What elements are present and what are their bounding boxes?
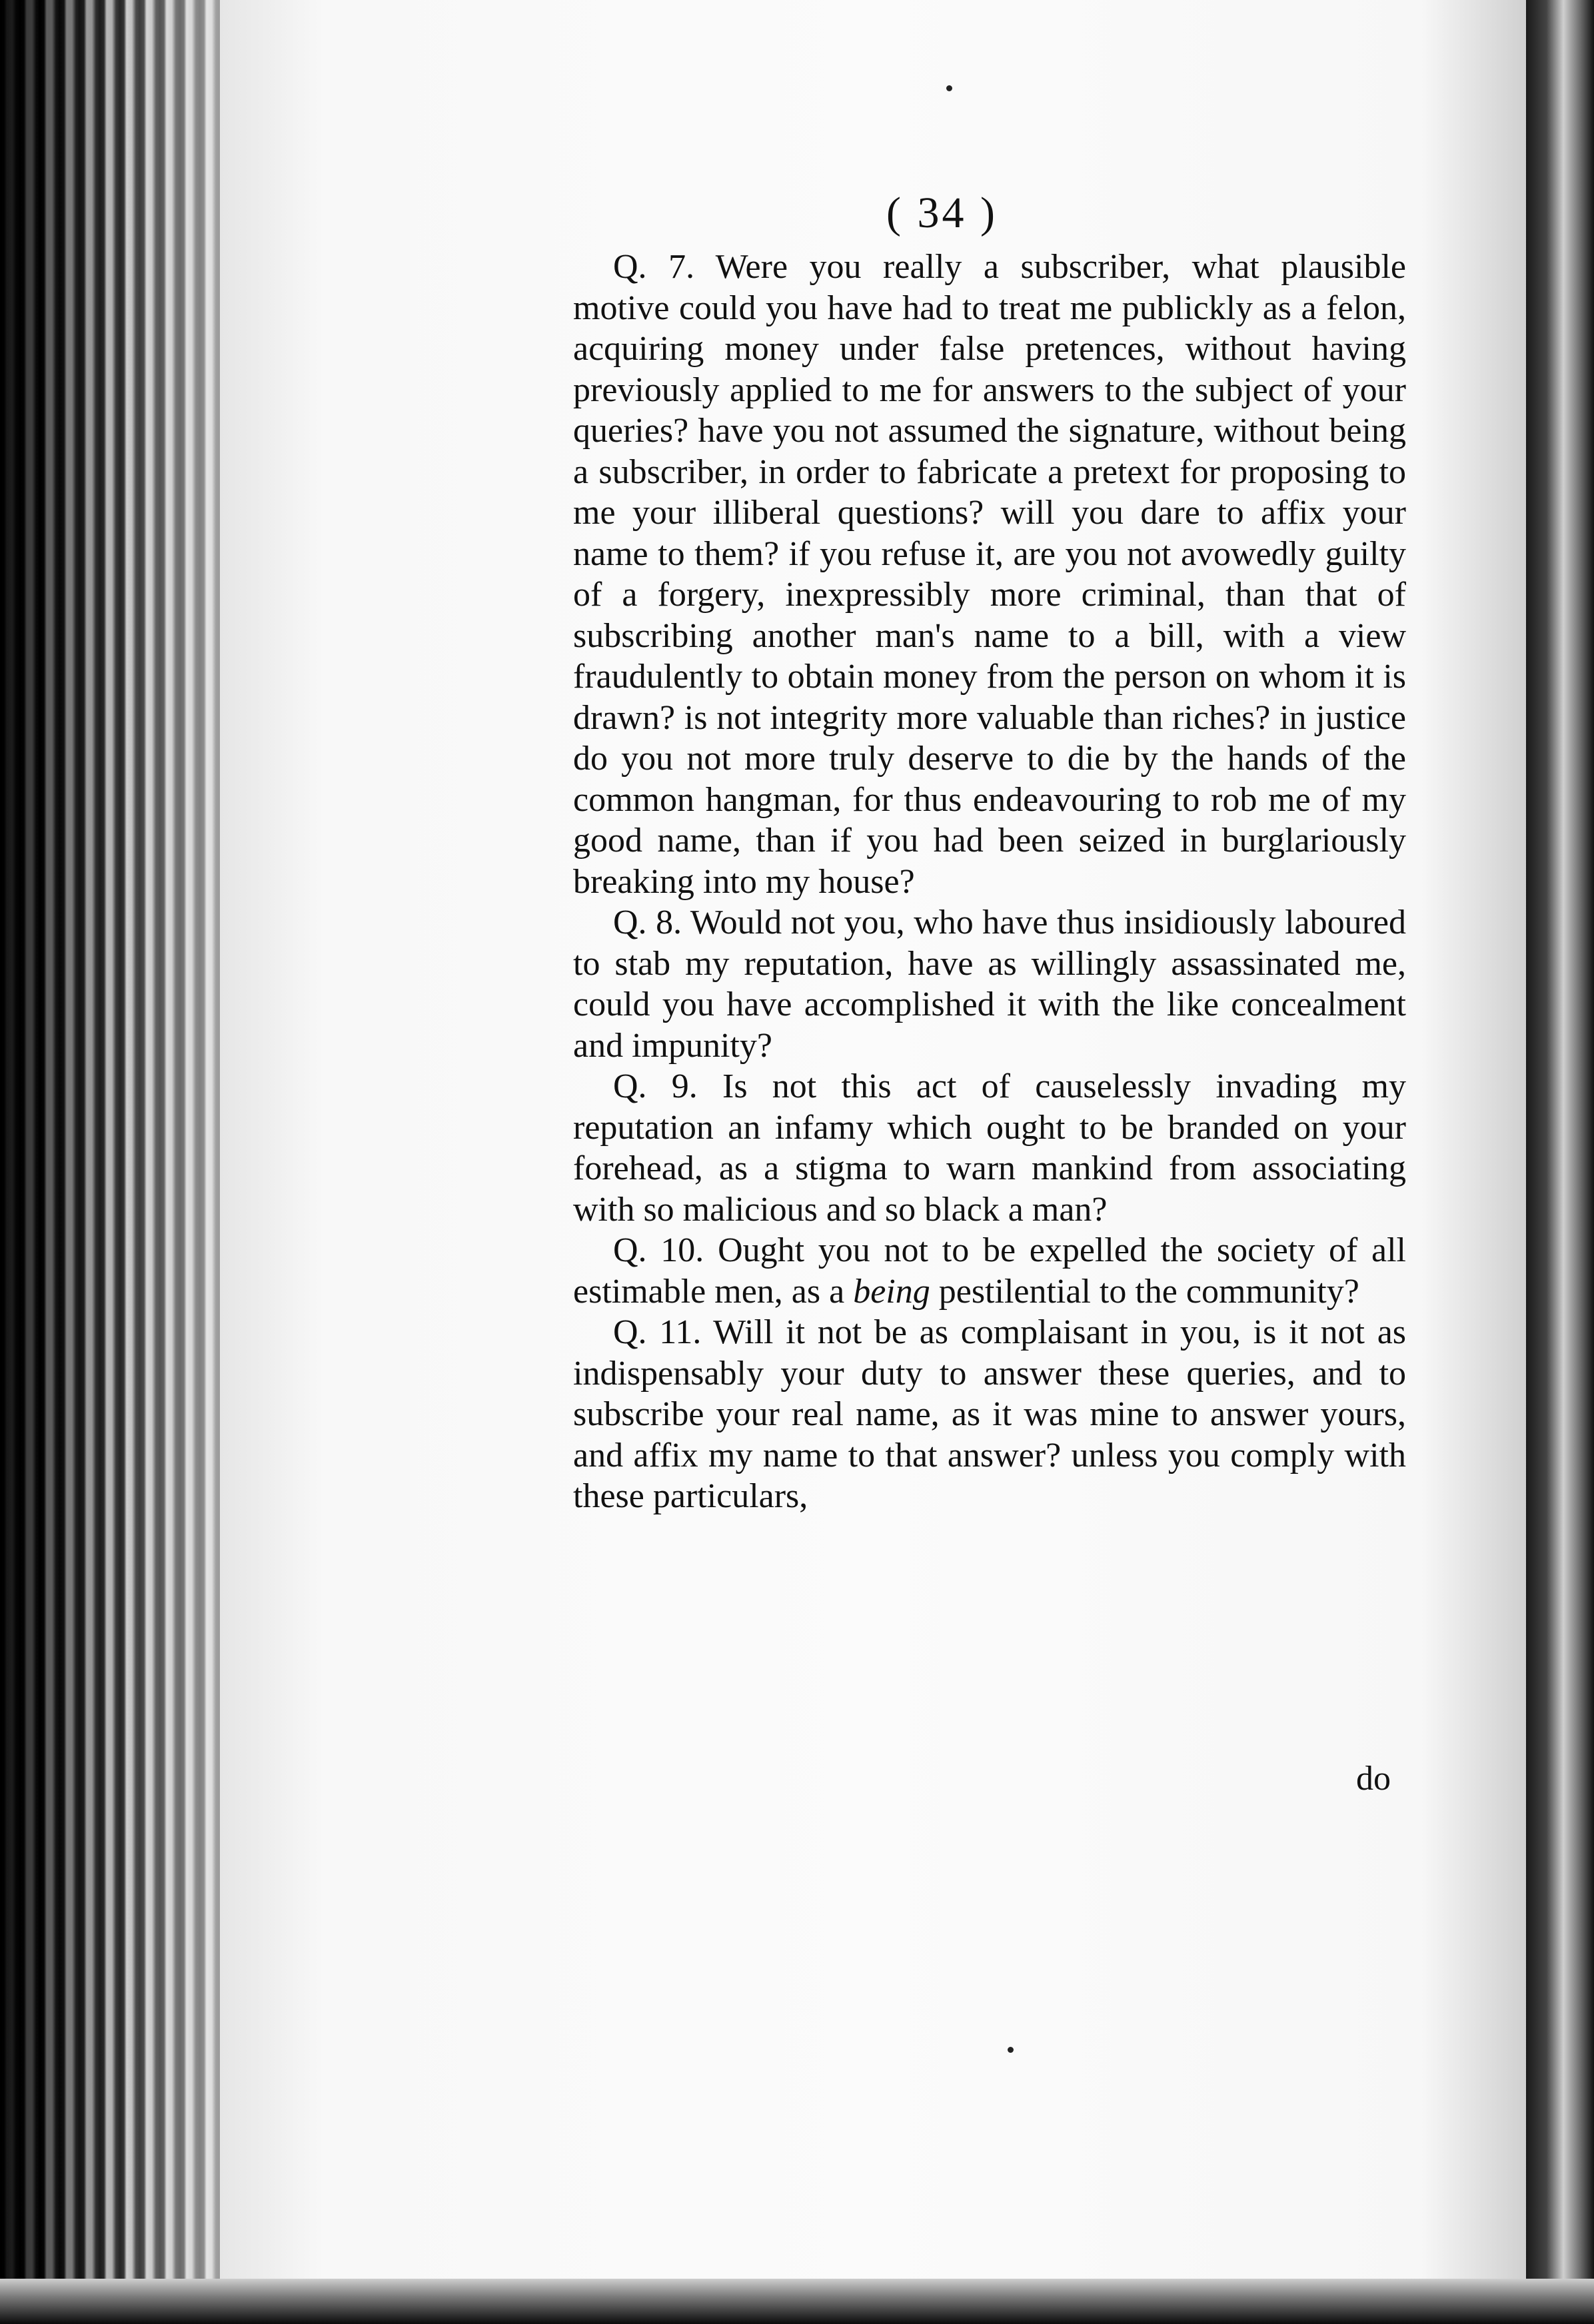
page-left-shadow — [0, 0, 220, 2324]
ink-speck — [1008, 2047, 1014, 2053]
page-right-edge — [1526, 0, 1594, 2324]
paragraph-text: Will it not be as complaisant in you, is it not as indispensably your duty to answer these queries, and to subscribe your real name, as it was mine to answer yours, and affix my name to that answer? unless you comply with these particulars, — [573, 1313, 1407, 1515]
page-bottom-edge — [0, 2279, 1594, 2324]
italic-word: being — [853, 1272, 930, 1311]
paragraph-text: Ought you not to be expelled the society of all estimable men, as a — [573, 1231, 1407, 1311]
query-label: Q. 9. — [613, 1067, 698, 1105]
paragraph-q9 — [573, 1066, 1406, 1230]
paragraph-q8 — [573, 902, 1406, 1066]
ink-speck — [946, 85, 952, 91]
body-text — [573, 247, 1406, 1517]
catchword: do — [1356, 1760, 1391, 1798]
paragraph-text: pestilential to the community? — [938, 1272, 1359, 1311]
paragraph-text: Were you really a subscriber, what plausible motive could you have had to treat me publickly as a felon, acquiring money under false pretences, without having previously applied to me for answers to the subject of your queries? have you not assumed the signature, without being a subscriber, in order to fabricate a pretext for proposing to me your illiberal questions? will you dare to affix your name to them? if you refuse it, are you not avowedly guilty of a forgery, inexpressibly more criminal, than that of subscribing another man's name to a bill, with a view fraudulently to obtain money from the person on whom it is drawn? is not integrity more valuable than riches? in justice do you not more truly deserve to die by the hands of the common hangman, for thus endeavouring to rob me of my good name, than if you had been seized in burglariously breaking into my house? — [573, 248, 1406, 901]
page-number: ( 34 ) — [886, 189, 998, 237]
paragraph-q11 — [573, 1312, 1406, 1517]
paragraph-text: Is not this act of causelessly invading my reputation an infamy which ought to be branded on your forehead, as a stigma to warn mankind from associating with so malicious and so black a man? — [573, 1067, 1406, 1229]
query-label: Q. 8. — [613, 903, 682, 941]
query-label: Q. 11. — [613, 1313, 702, 1351]
paragraph-text: Would not you, who have thus insidiously laboured to stab my reputation, have as willingly assassinated me, could you have accomplished it with the like concealment and impunity? — [573, 903, 1406, 1065]
paragraph-q10 — [573, 1230, 1406, 1312]
paragraph-q7 — [573, 247, 1406, 902]
query-label: Q. 7. — [613, 248, 695, 286]
query-label: Q. 10. — [613, 1231, 704, 1269]
